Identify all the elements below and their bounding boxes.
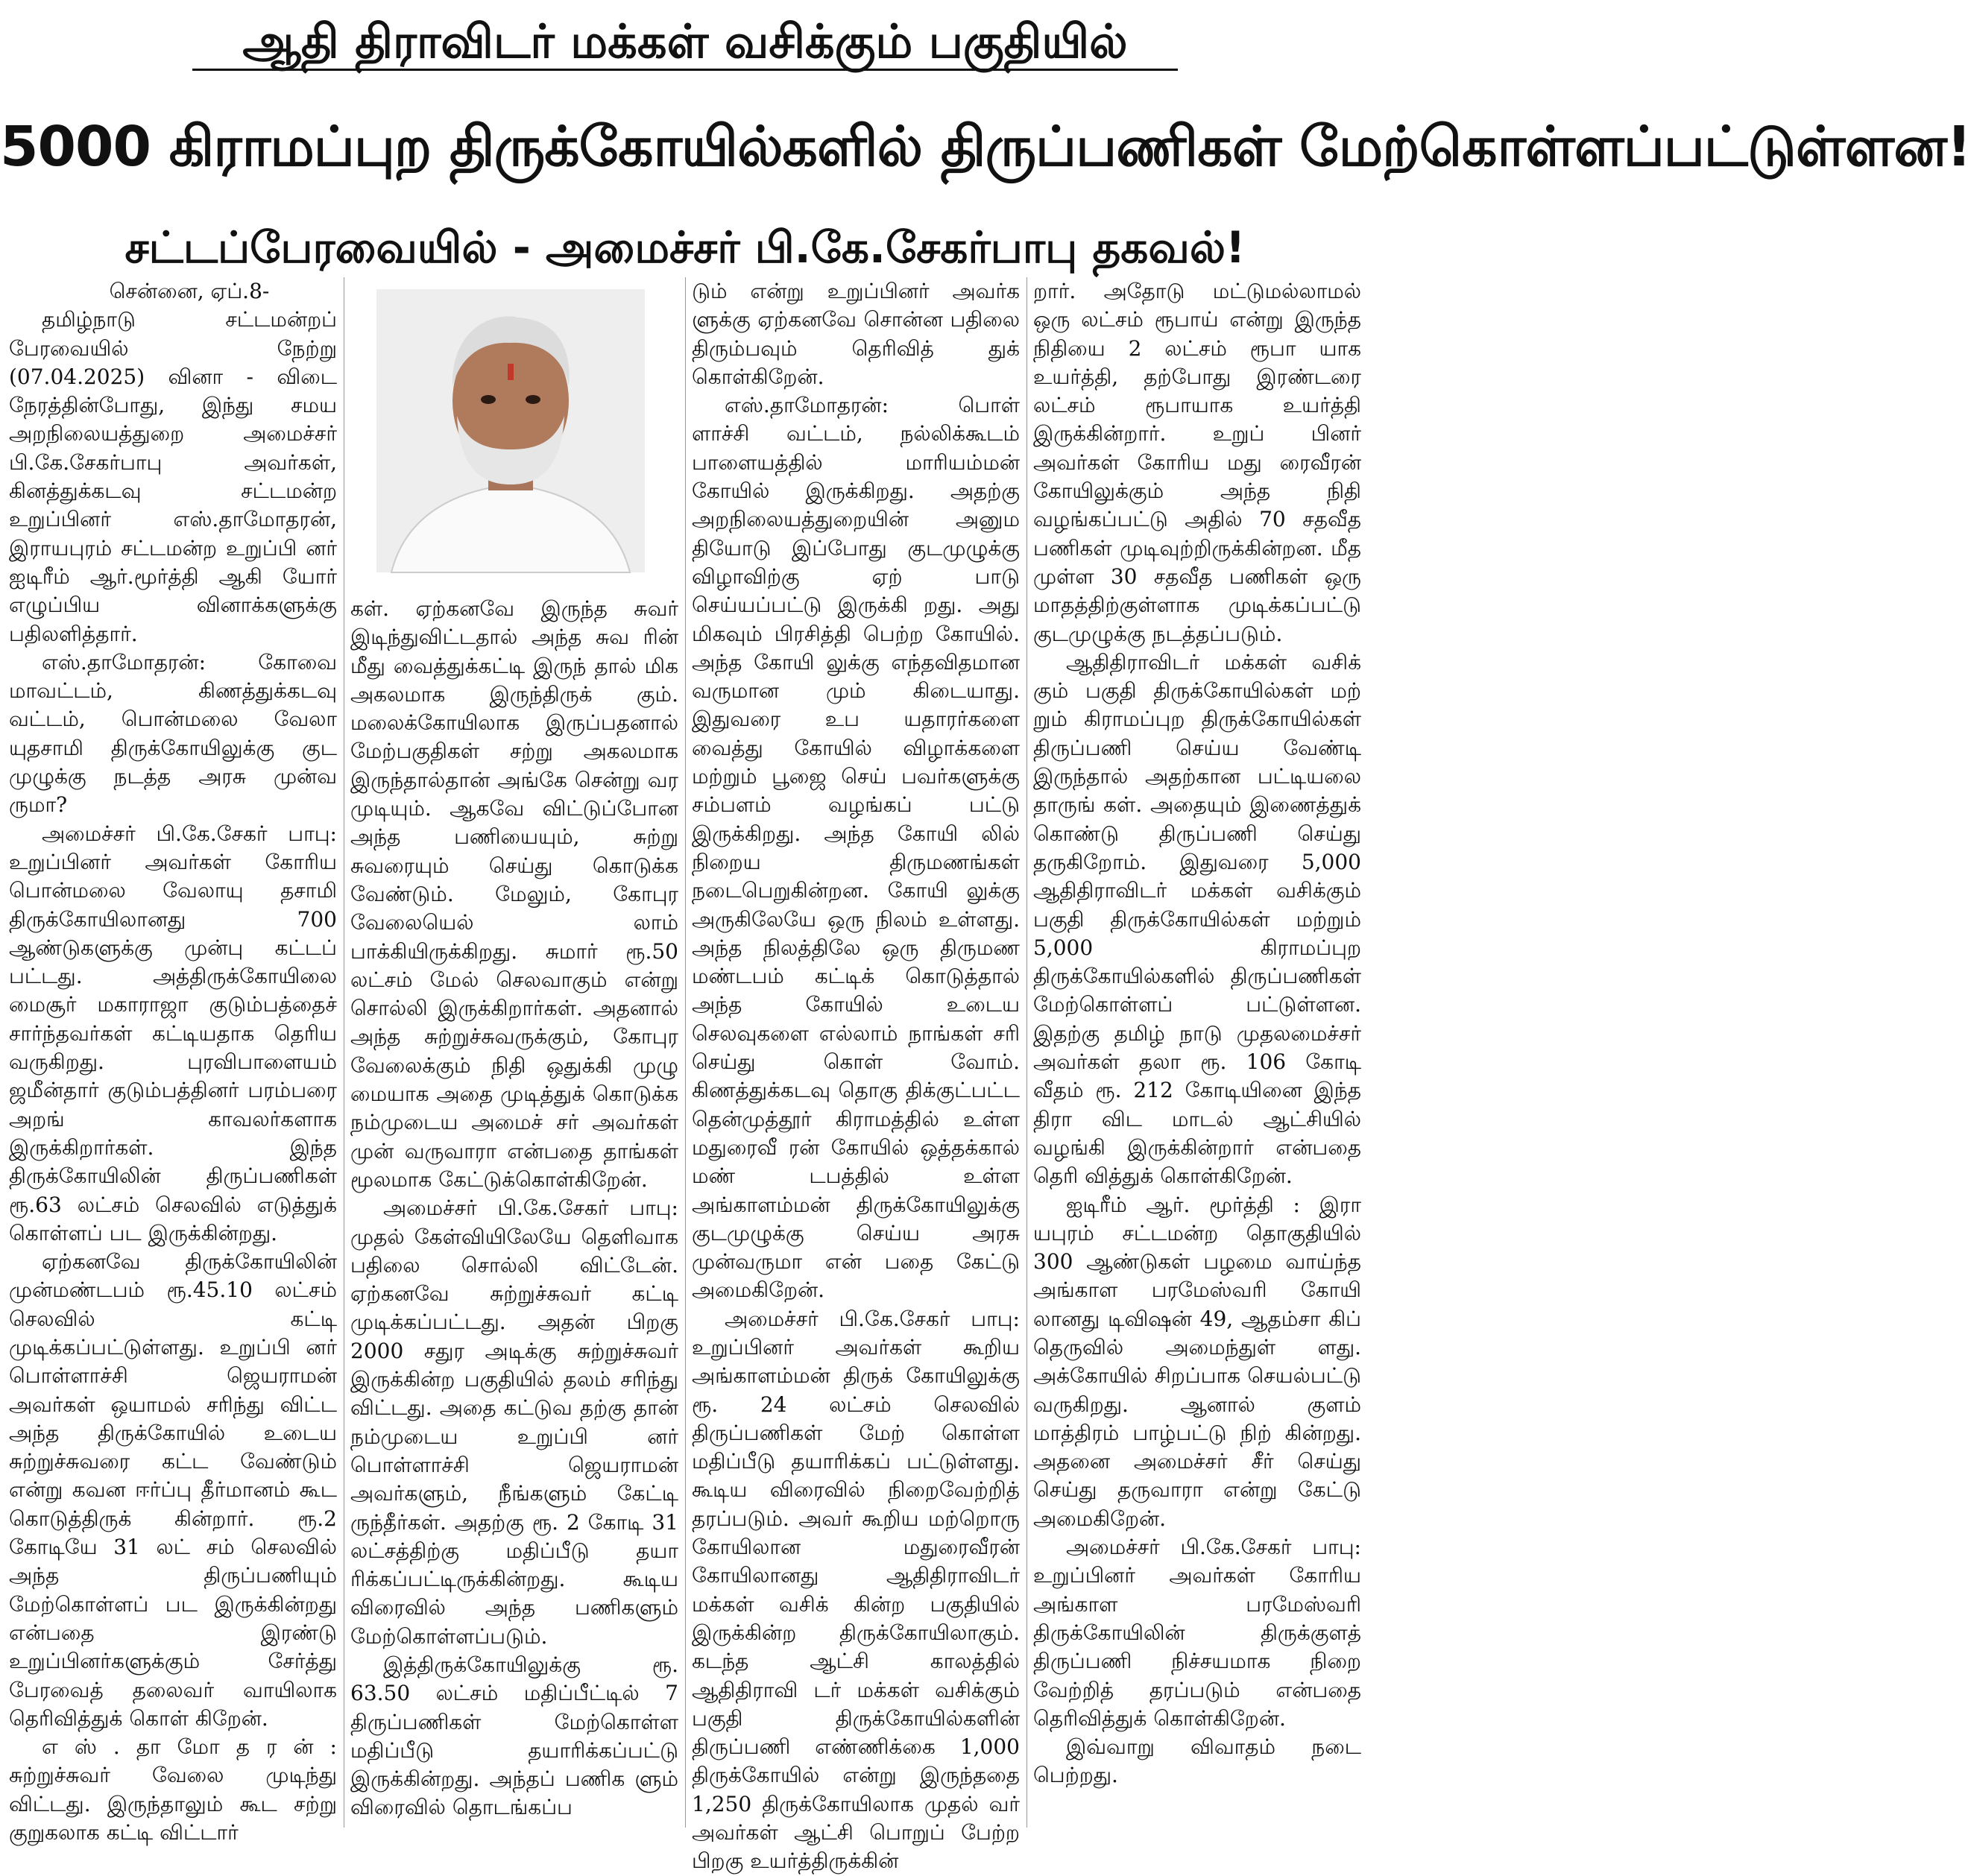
paragraph: ஆதிதிராவிடர் மக்கள் வசிக் கும் பகுதி திருக்கோயில்கள் மற் றும் கிராமப்புற திருக்கோயில்கள் திருப்பணி செய்ய வேண்டி இருந்தால் அதற்கான பட்டியலை தாருங் கள். அதையும் இணைத்துக் கொண்டு திருப்பணி செய்து தருகிறோம். இதுவரை 5,000 ஆதிதிராவிடர் மக்கள் வசிக்கும் பகுதி திருக்கோயில்கள் மற்றும் 5,000 கிராமப்புற திருக்கோயில்களில் திருப்பணிகள் மேற்கொள்ளப் பட்டுள்ளன. இதற்கு தமிழ் நாடு முதலமைச்சர் அவர்கள் தலா ரூ. 106 கோடி வீதம் ரூ. 212 கோடியினை இந்த திரா விட மாடல் ஆட்சியில் வழங்கி இருக்கின்றார் என்பதை தெரி வித்துக் கொள்கிறேன். (1033, 649, 1361, 1189)
article-column-3 (692, 277, 1020, 1874)
paragraph: ஏற்கனவே திருக்கோயிலின் முன்மண்டபம் ரூ.45.10 லட்சம் செலவில் கட்டி முடிக்கப்பட்டுள்ளது. உறுப்பி னர் பொள்ளாச்சி ஜெயராமன் அவர்கள் ஒயாமல் சரிந்து விட்ட அந்த திருக்கோயில் உடைய சுற்றுச்சுவரை கட்ட வேண்டும் என்று கவன ஈர்ப்பு தீர்மானம் கூட கொடுத்திருக் கின்றார். ரூ.2 கோடியே 31 லட் சம் செலவில் அந்த திருப்பணியும் மேற்கொள்ளப் பட இருக்கின்றது என்பதை இரண்டு உறுப்பினர்களுக்கும் சேர்த்து பேரவைத் தலைவர் வாயிலாக தெரிவித்துக் கொள் கிறேன். (9, 1249, 337, 1731)
paragraph: அமைச்சர் பி.கே.சேகர் பாபு: உறுப்பினர் அவர்கள் கோரிய அங்காள பரமேஸ்வரி திருக்கோயிலின் திருக்குளத் திருப்பணி நிச்சயமாக நிறை வேற்றித் தரப்படும் என்பதை தெரிவித்துக் கொள்கிறேன். (1033, 1535, 1361, 1731)
subheadline: சட்டப்பேரவையில் - அமைச்சர் பி.கே.சேகர்பாபு தகவல்! (124, 222, 1246, 273)
kicker-line: ஆதி திராவிடர் மக்கள் வசிக்கும் பகுதியில் (242, 14, 1128, 69)
paragraph: அமைச்சர் பி.கே.சேகர் பாபு: முதல் கேள்வியிலேயே தெளிவாக பதிலை சொல்லி விட்டேன். ஏற்கனவே சுற்றுச்சுவர் கட்டி முடிக்கப்பட்டது. அதன் பிறகு 2000 சதுர அடிக்கு சுற்றுச்சுவர் இருக்கின்ற பகுதியில் தலம் சரிந்து விட்டது. அதை கட்டுவ தற்கு தான் நம்முடைய உறுப்பி னர் பொள்ளாச்சி ஜெயராமன் அவர்களும், நீங்களும் கேட்டி ருந்தீர்கள். அதற்கு ரூ. 2 கோடி 31 லட்சத்திற்கு மதிப்பீடு தயா ரிக்கப்பட்டிருக்கின்றது. கூடிய விரைவில் அந்த பணிகளும் மேற்கொள்ளப்படும். (350, 1196, 678, 1649)
paragraph: தமிழ்நாடு சட்டமன்றப் பேரவையில் நேற்று (07.04.2025) வினா - விடை நேரத்தின்போது, இந்து சமய அறநிலையத்துறை அமைச்சர் பி.கே.சேகர்பாபு அவர்கள், கினத்துக்கடவு சட்டமன்ற உறுப்பினர் எஸ்.தாமோதரன், இராயபுரம் சட்டமன்ற உறுப்பி னர் ஐடிரீம் ஆர்.மூர்த்தி ஆகி யோர் எழுப்பிய வினாக்களுக்கு பதிலளித்தார். (9, 307, 337, 646)
paragraph: அமைச்சர் பி.கே.சேகர் பாபு: உறுப்பினர் அவர்கள் கோரிய பொன்மலை வேலாயு தசாமி திருக்கோயிலானது 700 ஆண்டுகளுக்கு முன்பு கட்டப் பட்டது. அத்திருக்கோயிலை மைசூர் மகாராஜா குடும்பத்தைச் சார்ந்தவர்கள் கட்டியதாக தெரிய வருகிறது. புரவிபாளையம் ஜமீன்தார் குடும்பத்தினர் பரம்பரை அறங் காவலர்களாக இருக்கிறார்கள். இந்த திருக்கோயிலின் திருப்பணிகள் ரூ.63 லட்சம் செலவில் எடுத்துக் கொள்ளப் பட இருக்கின்றது. (9, 821, 337, 1245)
article-column-4 (1033, 277, 1361, 1828)
paragraph: இத்திருக்கோயிலுக்கு ரூ. 63.50 லட்சம் மதிப்பீட்டில் 7 திருப்பணிகள் மேற்கொள்ள மதிப்பீடு தயாரிக்கப்பட்டு இருக்கின்றது. அந்தப் பணிக ளும் விரைவில் தொடங்கப்ப (350, 1652, 678, 1820)
column-divider (685, 277, 686, 1828)
paragraph: அமைச்சர் பி.கே.சேகர் பாபு: உறுப்பினர் அவர்கள் கூறிய அங்காளம்மன் திருக் கோயிலுக்கு ரூ. 24 லட்சம் செலவில் திருப்பணிகள் மேற் கொள்ள மதிப்பீடு தயாரிக்கப் பட்டுள்ளது. கூடிய விரைவில் நிறைவேற்றித் தரப்படும். அவர் கூறிய மற்றொரு கோயிலான மதுரைவீரன் கோயிலானது ஆதிதிராவிடர் மக்கள் வசிக் கின்ற பகுதியில் இருக்கின்ற திருக்கோயிலாகும். கடந்த ஆட்சி காலத்தில் ஆதிதிராவி டர் மக்கள் வசிக்கும் பகுதி திருக்கோயில்களின் திருப்பணி எண்ணிக்கை 1,000 திருக்கோயில் என்று இருந்ததை 1,250 திருக்கோயிலாக முதல் வர் அவர்கள் ஆட்சி பொறுப் பேற்ற பிறகு உயர்த்திருக்கின் (692, 1306, 1020, 1874)
dateline: சென்னை, ஏப்.8- (109, 279, 270, 303)
paragraph: கள். ஏற்கனவே இருந்த சுவர் இடிந்துவிட்டதால் அந்த சுவ ரின் மீது வைத்துக்கட்டி இருந் தால் மிக அகலமாக இருந்திருக் கும். மலைக்கோயிலாக இருப்பதனால் மேற்பகுதிகள் சற்று அகலமாக இருந்தால்தான் அங்கே சென்று வர முடியும். ஆகவே விட்டுப்போன அந்த பணியையும், சுற்று சுவரையும் செய்து கொடுக்க வேண்டும். மேலும், கோபுர வேலையெல் லாம் பாக்கியிருக்கிறது. சுமார் ரூ.50 லட்சம் மேல் செலவாகும் என்று சொல்லி இருக்கிறார்கள். அதனால் அந்த சுற்றுச்சுவருக்கும், கோபுர வேலைக்கும் நிதி ஒதுக்கி முழு மையாக அதை முடித்துக் கொடுக்க நம்முடைய அமைச் சர் அவர்கள் முன் வருவாரா என்பதை தாங்கள் மூலமாக கேட்டுக்கொள்கிறேன். (350, 596, 678, 1192)
minister-portrait-photo (376, 289, 645, 572)
article-column-2 (350, 595, 678, 1828)
paragraph: றார். அதோடு மட்டுமல்லாமல் ஒரு லட்சம் ரூபாய் என்று இருந்த நிதியை 2 லட்சம் ரூபா யாக உயர்த்தி, தற்போது இரண்டரை லட்சம் ரூபாயாக உயர்த்தி இருக்கின்றார். உறுப் பினர் அவர்கள் கோரிய மது ரைவீரன் கோயிலுக்கும் அந்த நிதி வழங்கப்பட்டு அதில் 70 சதவீத பணிகள் முடிவுற்றிருக்கின்றன. மீத முள்ள 30 சதவீத பணிகள் ஒரு மாதத்திற்குள்ளாக முடிக்கப்பட்டு குடமுழுக்கு நடத்தப்படும். (1033, 279, 1361, 646)
portrait-icon (376, 289, 645, 572)
paragraph: டும் என்று உறுப்பினர் அவர்க ளுக்கு ஏற்கனவே சொன்ன பதிலை திரும்பவும் தெரிவித் துக் கொள்கிறேன். (692, 279, 1020, 389)
kicker-underline (192, 69, 1178, 71)
paragraph: எஸ்.தாமோதரன்: பொள் ளாச்சி வட்டம், நல்லிக்கூடம் பாளையத்தில் மாரியம்மன் கோயில் இருக்கிறது. அதற்கு அறநிலையத்துறையின் அனும தியோடு இப்போது குடமுழுக்கு விழாவிற்கு ஏற் பாடு செய்யப்பட்டு இருக்கி றது. அது மிகவும் பிரசித்தி பெற்ற கோயில். அந்த கோயி லுக்கு எந்தவிதமான வருமான மும் கிடையாது. இதுவரை உப யதாரர்களை வைத்து கோயில் விழாக்களை மற்றும் பூஜை செய் பவர்களுக்கு சம்பளம் வழங்கப் பட்டு இருக்கிறது. அந்த கோயி லில் நிறைய திருமணங்கள் நடைபெறுகின்றன. கோயி லுக்கு அருகிலேயே ஒரு நிலம் உள்ளது. அந்த நிலத்திலே ஒரு திருமண மண்டபம் கட்டிக் கொடுத்தால் அந்த கோயில் உடைய செலவுகளை எல்லாம் நாங்கள் சரி செய்து கொள் வோம். கிணத்துக்கடவு தொகு திக்குட்பட்ட தென்முத்தூர் கிராமத்தில் உள்ள மதுரைவீ ரன் கோயில் ஒத்தக்கால் மண் டபத்தில் உள்ள அங்காளம்மன் திருக்கோயிலுக்கு குடமுழுக்கு செய்ய அரசு முன்வருமா என் பதை கேட்டு அமைகிறேன். (692, 393, 1020, 1303)
headline: 5000 கிராமப்புற திருக்கோயில்களில் திருப்பணிகள் மேற்கொள்ளப்பட்டுள்ளன! (0, 115, 1971, 179)
paragraph: எஸ்.தாமோதரன்: கோவை மாவட்டம், கிணத்துக்கடவு வட்டம், பொன்மலை வேலா யுதசாமி திருக்கோயிலுக்கு குட முழுக்கு நடத்த அரசு முன்வ ருமா? (9, 649, 337, 818)
article-column-1 (9, 277, 337, 1845)
paragraph: இவ்வாறு விவாதம் நடை பெற்றது. (1033, 1734, 1361, 1788)
paragraph: எ ஸ் . தா மோ த ர ன் : சுற்றுச்சுவர் வேலை முடிந்து விட்டது. இருந்தாலும் கூட சற்று குறுகலாக கட்டி விட்டார் (9, 1734, 337, 1845)
paragraph: ஐடிரீம் ஆர். மூர்த்தி : இரா யபுரம் சட்டமன்ற தொகுதியில் 300 ஆண்டுகள் பழமை வாய்ந்த அங்காள பரமேஸ்வரி கோயி லானது டிவிஷன் 49, ஆதம்சா கிப் தெருவில் அமைந்துள் ளது. அக்கோயில் சிறப்பாக செயல்பட்டு வருகிறது. ஆனால் குளம் மாத்திரம் பாழ்பட்டு நிற் கின்றது. அதனை அமைச்சர் சீர் செய்து செய்து தருவாரா என்று கேட்டு அமைகிறேன். (1033, 1192, 1361, 1531)
